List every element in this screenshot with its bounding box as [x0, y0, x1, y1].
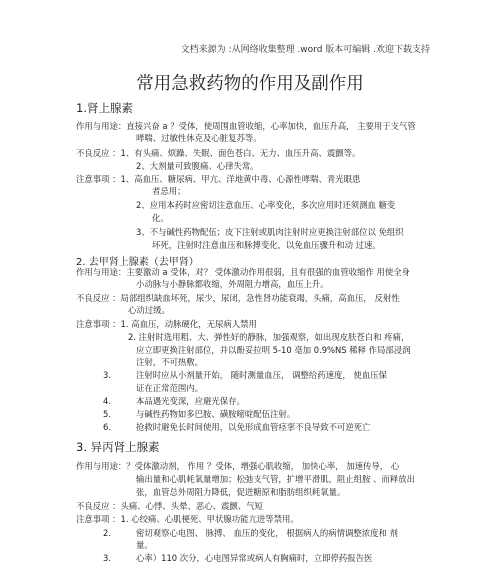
- paragraph-line: 不良反应 ：头痛、心悸、头晕、恶心、震颤、气短: [76, 501, 263, 511]
- paragraph-line: 注意事项 ：1、高血压、糖尿病、甲亢、洋地黄中毒、心源性哮喘、青光眼患: [76, 174, 361, 184]
- paragraph-line: 作用与用途：？受体激动剂， 作用 ？受体，增强心肌收缩， 加快心率， 加速传导， 心: [76, 461, 400, 471]
- paragraph-line: 量。: [136, 540, 153, 550]
- paragraph-line: 心率）110 次分，心电图异常或病人有胸痛时，立即停药报告医: [136, 553, 373, 563]
- list-number: 3.: [103, 370, 111, 380]
- paragraph-line: 2、大剂量可致腹痛、心律失常。: [136, 161, 259, 171]
- section-heading-epinephrine: 1.肾上腺素: [76, 101, 133, 115]
- paragraph-line: 张，血管总外周阻力降低，促进糖原和脂肪组织耗氧量。: [136, 487, 346, 497]
- list-number: 2.: [103, 528, 111, 538]
- paragraph-line: 注射，不可热敷。: [136, 357, 203, 367]
- paragraph-line: 哮喘、过敏性休克及心脏复苏等。: [136, 133, 262, 143]
- paragraph-line: 注射时应从小剂量开始， 随时测量血压， 调整给药速度， 使血压保: [136, 370, 387, 380]
- list-number: 6.: [103, 422, 111, 432]
- paragraph-line: 输出量和心肌耗氧量增加；松弛支气管，扩增平滑肌，阻止组胺 、而释放出: [136, 474, 416, 484]
- list-number: 3.: [103, 553, 111, 563]
- paragraph-line: 心动过缓。: [128, 305, 170, 315]
- paragraph-line: 作用与用途：直接兴奋 a ？受体，使周围血管收缩，心率加快，血压升高， 主要用于支气管: [76, 121, 416, 131]
- paragraph-line: 2. 注射时选用粗、大、弹性好的静脉，加强观察，如出现皮肤苍白和 疼痛，: [128, 332, 410, 342]
- paragraph-line: 注意事项 ：1. 高血压，动脉硬化，无尿病人禁用: [76, 319, 257, 329]
- paragraph-line: 抢救时避免长时间使用，以免形成血管痉挛不良导致不可逆死亡: [136, 422, 371, 432]
- paragraph-line: 小动脉与小静脉都收缩，外周阻力增高，血压上升。: [136, 279, 329, 289]
- paragraph-line: 密切观察心电图、 脉搏、 血压的变化， 根据病人的病情调整浓度和 剂: [136, 528, 398, 538]
- paragraph-line: 不良反应 ：1、有头痛、烦躁、失眠、面色苍白、无力、血压升高、震颤等。: [76, 148, 361, 158]
- paragraph-line: 作用与用途：主要激动 a 受体，对？ 受体激动作用很弱，且有很强的血管收缩作 用使全身: [76, 267, 411, 277]
- paragraph-line: 坏死，注射时注意血压和脉搏变化，以免血压骤升和动 过速。: [152, 240, 381, 250]
- list-number: 5.: [103, 409, 111, 419]
- paragraph-line: 者忌用；: [152, 186, 186, 196]
- paragraph-line: 不良反应 ：局部组织缺血坏死，尿少，尿闭，急性肾功能衰竭，头痛，高血压， 反射性: [76, 293, 400, 303]
- section-heading-isoprenaline: 3. 异丙肾上腺素: [76, 440, 160, 454]
- list-number: 4.: [103, 396, 111, 406]
- paragraph-line: 本品遇光变深，应避光保存。: [136, 396, 245, 406]
- paragraph-line: 应立即更换注射部位，并以酚妥拉明 5-10 毫加 0.9%NS 稀释 作局部浸润: [136, 345, 411, 355]
- paragraph-line: 2、应用本药时应密切注意血压、心率变化，多次应用时还须测血 糖变: [136, 200, 396, 210]
- paragraph-line: 与碱性药物如多巴胺、磺胺嘧啶配伍注射。: [136, 409, 296, 419]
- document-header: 文档来源为 :从网络收集整理 .word 版本可编辑 .欢迎下载支持: [180, 45, 430, 55]
- paragraph-line: 化。: [152, 213, 169, 223]
- section-heading-norepinephrine: 2. 去甲肾上腺素（去甲肾）: [76, 257, 199, 268]
- paragraph-line: 3、不与碱性药物配伍；皮下注射或肌肉注射时应更换注射部位以 免组织: [136, 227, 404, 237]
- paragraph-line: 注意事项 ：1. 心绞痛、心肌梗死、甲状腺功能亢进等禁用。: [76, 514, 299, 524]
- paragraph-line: 证在正常范围内。: [136, 383, 203, 393]
- document-title: 常用急救药物的作用及副作用: [136, 74, 364, 94]
